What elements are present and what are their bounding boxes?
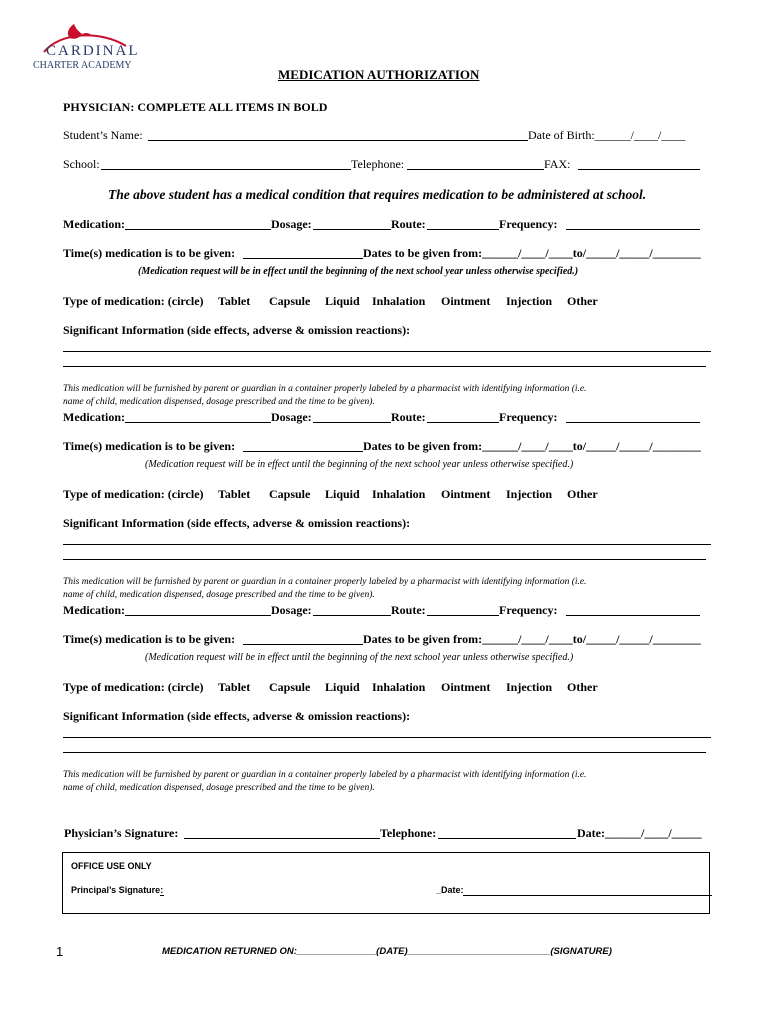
request-note: (Medication request will be in effect until the beginning of the next school year unless otherwise specified.): [145, 459, 574, 470]
frequency-field[interactable]: [566, 422, 700, 423]
office-date-field[interactable]: [463, 895, 712, 896]
route-field[interactable]: [427, 422, 499, 423]
dosage-field[interactable]: [313, 422, 391, 423]
condition-statement: The above student has a medical condition that requires medication to be administered at school.: [108, 187, 647, 202]
medication-type-option[interactable]: Tablet: [218, 680, 251, 694]
medication-type-option[interactable]: Tablet: [218, 487, 251, 501]
medication-type-option[interactable]: Other: [567, 680, 598, 694]
medication-type-option[interactable]: Ointment: [441, 487, 491, 501]
medication-type-option[interactable]: Liquid: [325, 294, 360, 308]
furnish-note-line-2: name of child, medication dispensed, dosage prescribed and the time to be given).: [63, 397, 375, 407]
student-name-field[interactable]: [148, 140, 528, 141]
dates-label[interactable]: Dates to be given from:______/____/____to/_____/_____/________: [363, 632, 701, 646]
times-field[interactable]: [243, 451, 363, 452]
times-label: Time(s) medication is to be given:: [63, 246, 236, 260]
furnish-note-line-1: This medication will be furnished by parent or guardian in a container properly labeled by a pharmacist with identifying information (i.e.: [63, 577, 587, 587]
medication-type-option[interactable]: Injection: [506, 680, 552, 694]
medication-field[interactable]: [125, 229, 271, 230]
route-label: Route:: [391, 410, 426, 424]
times-field[interactable]: [243, 258, 363, 259]
significant-line-1[interactable]: [63, 544, 711, 545]
medication-field[interactable]: [125, 422, 271, 423]
medication-type-option[interactable]: Other: [567, 487, 598, 501]
principal-signature-field[interactable]: [160, 895, 164, 896]
significant-line-2[interactable]: [63, 752, 706, 753]
page-number: 1: [56, 944, 64, 959]
logo-text-line2: CHARTER ACADEMY: [33, 60, 132, 71]
significant-line-1[interactable]: [63, 351, 711, 352]
office-use-title: OFFICE USE ONLY: [71, 861, 152, 871]
medication-type-option[interactable]: Capsule: [269, 680, 311, 694]
signature-telephone-field[interactable]: [438, 838, 576, 839]
office-use-box: [62, 852, 710, 914]
medication-label: Medication:: [63, 217, 125, 231]
school-label: School:: [63, 157, 100, 171]
school-field[interactable]: [101, 169, 351, 170]
medication-field[interactable]: [125, 615, 271, 616]
significant-line-2[interactable]: [63, 559, 706, 560]
dosage-field[interactable]: [313, 229, 391, 230]
medication-type-option[interactable]: Liquid: [325, 680, 360, 694]
medication-type-option[interactable]: Injection: [506, 294, 552, 308]
medication-type-option[interactable]: Ointment: [441, 294, 491, 308]
furnish-note-line-1: This medication will be furnished by parent or guardian in a container properly labeled by a pharmacist with identifying information (i.e.: [63, 770, 587, 780]
furnish-note-line-1: This medication will be furnished by parent or guardian in a container properly labeled by a pharmacist with identifying information (i.e.: [63, 384, 587, 394]
route-field[interactable]: [427, 615, 499, 616]
type-label: Type of medication: (circle): [63, 487, 204, 501]
frequency-field[interactable]: [566, 615, 700, 616]
principal-signature-label: Principal’s Signature:: [71, 885, 164, 895]
telephone-label: Telephone:: [351, 157, 405, 171]
page-title: MEDICATION AUTHORIZATION: [278, 67, 480, 82]
fax-label: FAX:: [544, 157, 571, 171]
office-date-label: _Date:: [436, 885, 464, 895]
times-field[interactable]: [243, 644, 363, 645]
medication-type-option[interactable]: Tablet: [218, 294, 251, 308]
furnish-note-line-2: name of child, medication dispensed, dosage prescribed and the time to be given).: [63, 783, 375, 793]
frequency-label: Frequency:: [499, 217, 558, 231]
significant-line-2[interactable]: [63, 366, 706, 367]
dosage-label: Dosage:: [271, 603, 312, 617]
signature-telephone-label: Telephone:: [380, 826, 437, 840]
medication-returned-line[interactable]: MEDICATION RETURNED ON:_______________(DATE)___________________________(SIGNATURE): [162, 946, 612, 957]
medication-type-option[interactable]: Injection: [506, 487, 552, 501]
medication-type-option[interactable]: Ointment: [441, 680, 491, 694]
frequency-field[interactable]: [566, 229, 700, 230]
request-note: (Medication request will be in effect until the beginning of the next school year unless otherwise specified.): [138, 266, 579, 277]
physician-signature-label: Physician’s Signature:: [64, 826, 179, 840]
student-name-label: Student’s Name:: [63, 128, 143, 142]
furnish-note-line-2: name of child, medication dispensed, dosage prescribed and the time to be given).: [63, 590, 375, 600]
route-field[interactable]: [427, 229, 499, 230]
logo-text-line1: CARDINAL: [46, 43, 140, 59]
medication-label: Medication:: [63, 603, 125, 617]
significant-label: Significant Information (side effects, adverse & omission reactions):: [63, 709, 411, 723]
signature-date-label[interactable]: Date:______/____/_____: [577, 826, 702, 840]
frequency-label: Frequency:: [499, 603, 558, 617]
dosage-field[interactable]: [313, 615, 391, 616]
medication-type-option[interactable]: Inhalation: [372, 680, 426, 694]
telephone-field[interactable]: [407, 169, 544, 170]
dosage-label: Dosage:: [271, 217, 312, 231]
dosage-label: Dosage:: [271, 410, 312, 424]
medication-type-option[interactable]: Inhalation: [372, 294, 426, 308]
request-note: (Medication request will be in effect until the beginning of the next school year unless otherwise specified.): [145, 652, 574, 663]
dates-label[interactable]: Dates to be given from:______/____/____to/_____/_____/________: [363, 439, 701, 453]
type-label: Type of medication: (circle): [63, 294, 204, 308]
medication-type-option[interactable]: Capsule: [269, 294, 311, 308]
significant-label: Significant Information (side effects, adverse & omission reactions):: [63, 323, 411, 337]
medication-label: Medication:: [63, 410, 125, 424]
medication-type-option[interactable]: Capsule: [269, 487, 311, 501]
route-label: Route:: [391, 217, 426, 231]
type-label: Type of medication: (circle): [63, 680, 204, 694]
fax-field[interactable]: [578, 169, 700, 170]
physician-signature-field[interactable]: [184, 838, 380, 839]
frequency-label: Frequency:: [499, 410, 558, 424]
significant-label: Significant Information (side effects, adverse & omission reactions):: [63, 516, 411, 530]
times-label: Time(s) medication is to be given:: [63, 439, 236, 453]
physician-instruction: PHYSICIAN: COMPLETE ALL ITEMS IN BOLD: [63, 100, 328, 114]
route-label: Route:: [391, 603, 426, 617]
date-of-birth-label[interactable]: Date of Birth:______/____/____: [528, 128, 686, 142]
significant-line-1[interactable]: [63, 737, 711, 738]
medication-type-option[interactable]: Liquid: [325, 487, 360, 501]
times-label: Time(s) medication is to be given:: [63, 632, 236, 646]
medication-type-option[interactable]: Other: [567, 294, 598, 308]
dates-label[interactable]: Dates to be given from:______/____/____to/_____/_____/________: [363, 246, 701, 260]
medication-type-option[interactable]: Inhalation: [372, 487, 426, 501]
